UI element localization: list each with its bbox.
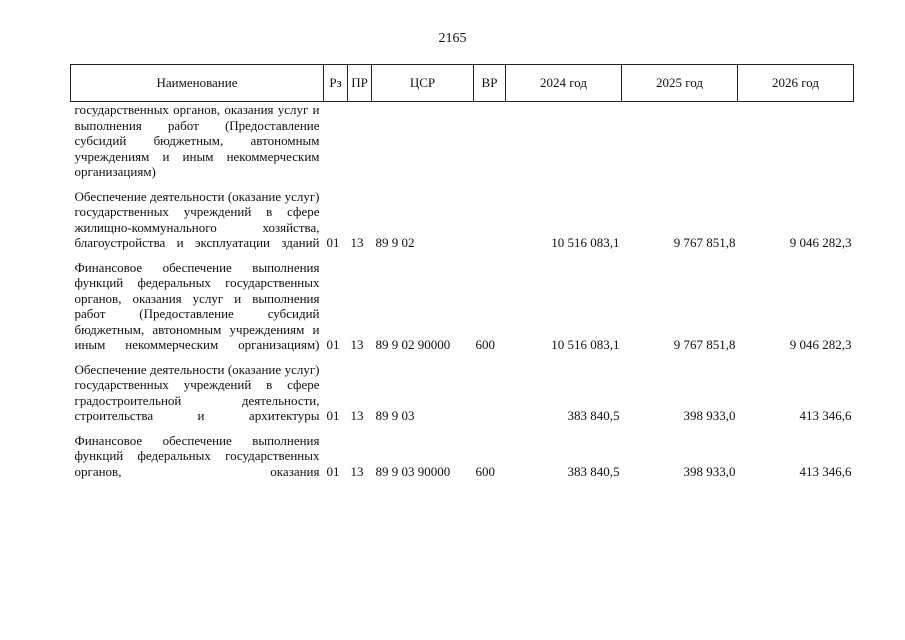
- row-name: Обеспечение деятельности (оказание услуг) государственных учреждений в сфере жилищно-коммунального хозяйства, благоустройства и эксплуатации зданий: [74, 188, 320, 250]
- table-row: [71, 260, 854, 353]
- header-pr: ПР: [348, 65, 372, 102]
- row-name: Финансовое обеспечение выполнения функций федеральных государственных органов, оказания услуг и выполнения работ (Предоставление субсидий бюджетным, автономным учреждениям и иным некоммерческим организациям): [74, 259, 320, 352]
- row-name: государственных органов, оказания услуг и выполнения работ (Предоставление субсидий бюджетным, автономным учреждениям и иным некоммерческим организациям): [74, 102, 320, 179]
- row-2025: 9 767 851,8: [673, 337, 736, 352]
- row-2026: 413 346,6: [799, 408, 852, 423]
- row-2026: 9 046 282,3: [789, 235, 852, 250]
- row-2025: 398 933,0: [683, 463, 736, 479]
- row-2024: [506, 102, 622, 180]
- row-2025: [622, 102, 738, 180]
- row-pr: 13: [350, 337, 364, 352]
- table-body: [71, 102, 854, 480]
- header-vr: ВР: [474, 65, 506, 102]
- row-pr: 13: [350, 408, 364, 423]
- row-pr: 13: [350, 463, 364, 479]
- header-2026: 2026 год: [738, 65, 854, 102]
- row-rz: 01: [326, 463, 340, 479]
- header-2024: 2024 год: [506, 65, 622, 102]
- table-row: [71, 102, 854, 180]
- row-rz: [324, 102, 348, 180]
- row-vr: [474, 189, 506, 251]
- row-spacer: [71, 424, 854, 433]
- table-header: [71, 65, 854, 102]
- header-name: Наименование: [71, 65, 324, 102]
- row-csr: 89 9 03: [375, 408, 415, 423]
- row-spacer: [71, 353, 854, 362]
- row-2026: [738, 102, 854, 180]
- row-csr: [372, 102, 474, 180]
- row-spacer: [71, 251, 854, 260]
- row-2024: 10 516 083,1: [551, 337, 620, 352]
- row-2025: 398 933,0: [683, 408, 736, 423]
- budget-table: [70, 64, 854, 479]
- row-rz: 01: [326, 337, 340, 352]
- row-2024: 10 516 083,1: [551, 235, 620, 250]
- row-name: Обеспечение деятельности (оказание услуг) государственных учреждений в сфере градостроительной деятельности, строительства и архитектуры: [74, 361, 320, 423]
- row-csr: 89 9 03 90000: [375, 463, 451, 479]
- table-row: [71, 189, 854, 251]
- row-2026: 9 046 282,3: [789, 337, 852, 352]
- row-name: Финансовое обеспечение выполнения функций федеральных государственных органов, оказания: [74, 432, 320, 479]
- row-vr: 600: [475, 337, 495, 352]
- row-csr: 89 9 02: [375, 235, 415, 250]
- row-2024: 383 840,5: [567, 463, 620, 479]
- row-2025: 9 767 851,8: [673, 235, 736, 250]
- row-rz: 01: [326, 408, 340, 423]
- header-row: [71, 65, 854, 102]
- row-spacer: [71, 180, 854, 189]
- row-rz: 01: [326, 235, 340, 250]
- row-vr: 600: [475, 463, 495, 479]
- row-pr: [348, 102, 372, 180]
- table-row: [71, 433, 854, 480]
- row-vr: [474, 102, 506, 180]
- row-csr: 89 9 02 90000: [375, 337, 451, 352]
- table-row: [71, 362, 854, 424]
- header-2025: 2025 год: [622, 65, 738, 102]
- row-2024: 383 840,5: [567, 408, 620, 423]
- row-vr: [474, 362, 506, 424]
- header-rz: Рз: [324, 65, 348, 102]
- page-number: 2165: [438, 31, 467, 46]
- header-csr: ЦСР: [372, 65, 474, 102]
- row-2026: 413 346,6: [799, 463, 852, 479]
- row-pr: 13: [350, 235, 364, 250]
